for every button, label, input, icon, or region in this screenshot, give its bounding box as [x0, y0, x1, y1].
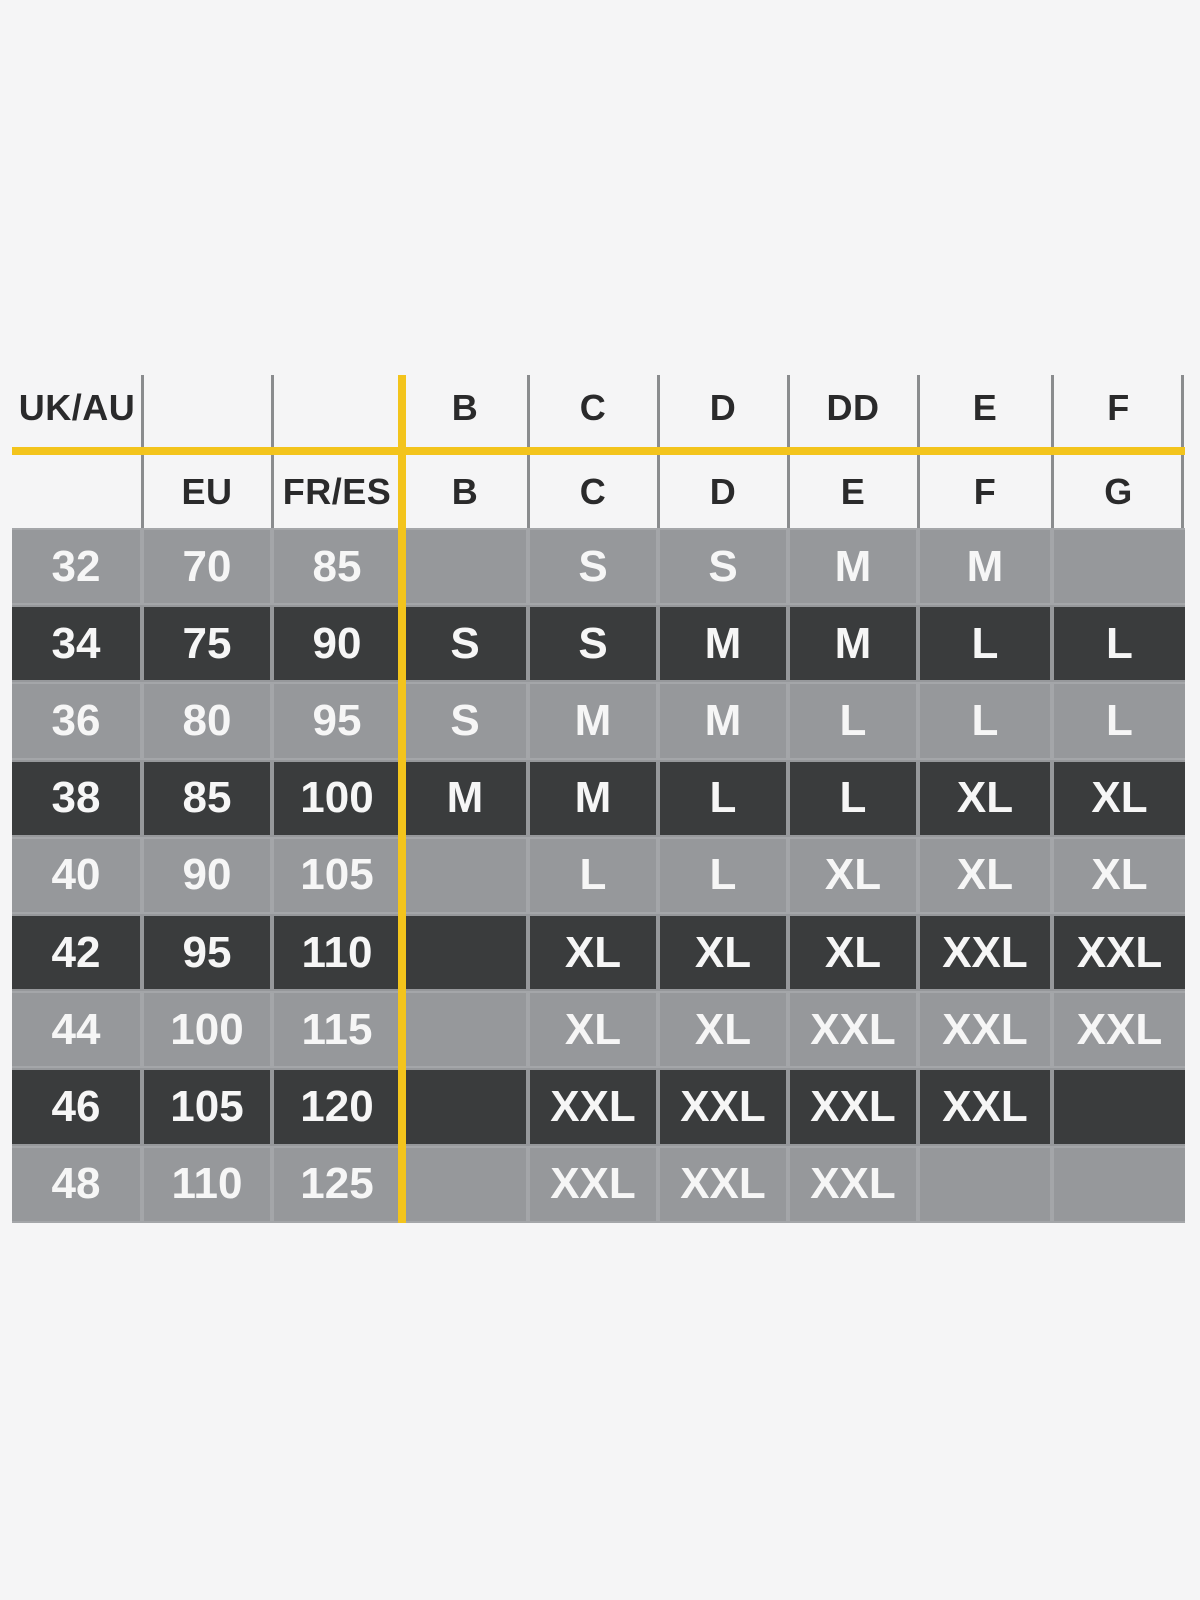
- band-size-cell: [272, 837, 402, 914]
- garment-size-cell: [918, 528, 1052, 605]
- garment-size-cell: [788, 1068, 918, 1145]
- cell-value: 110: [144, 1148, 270, 1221]
- garment-size-cell: [1052, 682, 1185, 759]
- cell-value: XL: [790, 916, 916, 989]
- band-size-cell: [12, 605, 142, 682]
- band-size-cell: [142, 914, 272, 991]
- header-cell-cup: D: [709, 386, 737, 428]
- cell-value: [404, 1148, 526, 1221]
- garment-size-cell: [788, 837, 918, 914]
- band-size-cell: [272, 528, 402, 605]
- band-size-cell: [142, 682, 272, 759]
- garment-size-cell: [658, 605, 788, 682]
- band-size-cell: [272, 760, 402, 837]
- cell-value: L: [790, 684, 916, 757]
- header-row-uk-au: [12, 368, 1185, 447]
- header-cell-cup: B: [451, 470, 479, 512]
- cell-value: L: [920, 607, 1050, 680]
- cell-value: XXL: [1054, 993, 1185, 1066]
- band-size-cell: [142, 760, 272, 837]
- cell-value: 110: [274, 916, 400, 989]
- cell-value: 44: [12, 993, 140, 1066]
- header-row-eu-fres: [12, 455, 1185, 528]
- cell-value: XL: [920, 762, 1050, 835]
- table-row-48: [12, 1146, 1185, 1223]
- cell-value: S: [404, 684, 526, 757]
- cell-value: 46: [12, 1070, 140, 1143]
- band-size-cell: [142, 991, 272, 1068]
- cell-value: L: [1054, 607, 1185, 680]
- cell-value: XXL: [920, 916, 1050, 989]
- cell-value: 48: [12, 1148, 140, 1221]
- garment-size-cell: [658, 528, 788, 605]
- header-cell-cup: E: [972, 386, 998, 428]
- cell-value: M: [660, 607, 786, 680]
- cell-value: XL: [530, 916, 656, 989]
- cell-value: XXL: [920, 1070, 1050, 1143]
- garment-size-cell: [918, 991, 1052, 1068]
- table-body: [12, 528, 1185, 1223]
- cell-value: L: [920, 684, 1050, 757]
- cell-value: 75: [144, 607, 270, 680]
- garment-size-cell: [658, 914, 788, 991]
- garment-size-cell: [1052, 605, 1185, 682]
- band-size-cell: [12, 528, 142, 605]
- cell-value: L: [530, 839, 656, 912]
- cell-value: L: [790, 762, 916, 835]
- garment-size-cell: [402, 1068, 528, 1145]
- garment-size-cell: [402, 1146, 528, 1223]
- band-size-cell: [272, 914, 402, 991]
- garment-size-cell: [918, 1146, 1052, 1223]
- cell-value: S: [530, 530, 656, 603]
- band-size-cell: [272, 682, 402, 759]
- garment-size-cell: [918, 914, 1052, 991]
- garment-size-cell: [402, 914, 528, 991]
- garment-size-cell: [528, 837, 658, 914]
- cell-value: [920, 1148, 1050, 1221]
- header-cell-fres: FR/ES: [282, 470, 392, 512]
- garment-size-cell: [402, 528, 528, 605]
- table-row-40: [12, 837, 1185, 914]
- band-size-cell: [142, 528, 272, 605]
- cell-value: 34: [12, 607, 140, 680]
- cell-value: L: [660, 762, 786, 835]
- cell-value: 32: [12, 530, 140, 603]
- garment-size-cell: [1052, 914, 1185, 991]
- band-size-cell: [12, 1068, 142, 1145]
- garment-size-cell: [1052, 837, 1185, 914]
- cell-value: 105: [144, 1070, 270, 1143]
- cell-value: 85: [274, 530, 400, 603]
- cell-value: 40: [12, 839, 140, 912]
- garment-size-cell: [402, 682, 528, 759]
- band-size-cell: [272, 1068, 402, 1145]
- band-size-cell: [12, 760, 142, 837]
- cell-value: 85: [144, 762, 270, 835]
- garment-size-cell: [1052, 991, 1185, 1068]
- band-size-cell: [142, 1068, 272, 1145]
- cell-value: XXL: [790, 1070, 916, 1143]
- garment-size-cell: [528, 528, 658, 605]
- cell-value: S: [660, 530, 786, 603]
- garment-size-cell: [528, 760, 658, 837]
- cell-value: 105: [274, 839, 400, 912]
- cell-value: XXL: [660, 1070, 786, 1143]
- cell-value: M: [660, 684, 786, 757]
- cell-value: XL: [790, 839, 916, 912]
- garment-size-cell: [528, 1146, 658, 1223]
- cell-value: XXL: [530, 1070, 656, 1143]
- cell-value: M: [920, 530, 1050, 603]
- cell-value: XXL: [920, 993, 1050, 1066]
- header-cell-cup: DD: [826, 386, 880, 428]
- cell-value: [404, 993, 526, 1066]
- header-cell-cup: D: [709, 470, 737, 512]
- garment-size-cell: [918, 760, 1052, 837]
- garment-size-cell: [1052, 760, 1185, 837]
- cell-value: [1054, 1070, 1185, 1143]
- cell-value: XXL: [790, 1148, 916, 1221]
- cell-value: 38: [12, 762, 140, 835]
- band-size-cell: [12, 914, 142, 991]
- cell-value: 120: [274, 1070, 400, 1143]
- header-cell-cup: C: [579, 470, 607, 512]
- table-header: [12, 368, 1185, 528]
- cell-value: XL: [1054, 762, 1185, 835]
- cell-value: XL: [1054, 839, 1185, 912]
- cell-value: 95: [274, 684, 400, 757]
- header-cell-cup: G: [1104, 470, 1133, 512]
- garment-size-cell: [528, 914, 658, 991]
- garment-size-cell: [788, 1146, 918, 1223]
- cell-value: M: [530, 762, 656, 835]
- header-cell-cup: C: [579, 386, 607, 428]
- cell-value: XXL: [1054, 916, 1185, 989]
- cell-value: [1054, 530, 1185, 603]
- garment-size-cell: [788, 682, 918, 759]
- garment-size-cell: [402, 605, 528, 682]
- cell-value: XL: [920, 839, 1050, 912]
- band-size-cell: [272, 1146, 402, 1223]
- garment-size-cell: [918, 605, 1052, 682]
- header-cell-cup: F: [1107, 386, 1130, 428]
- garment-size-cell: [658, 837, 788, 914]
- table-row-46: [12, 1068, 1185, 1145]
- garment-size-cell: [402, 760, 528, 837]
- cell-value: S: [404, 607, 526, 680]
- table-row-42: [12, 914, 1185, 991]
- table-row-36: [12, 682, 1185, 759]
- header-cell-ukau: UK/AU: [18, 386, 136, 428]
- table-row-44: [12, 991, 1185, 1068]
- band-size-cell: [142, 1146, 272, 1223]
- garment-size-cell: [788, 528, 918, 605]
- header-cell-cup: F: [973, 470, 997, 512]
- cell-value: XXL: [790, 993, 916, 1066]
- yellow-horizontal-divider: [12, 447, 1185, 455]
- table-row-34: [12, 605, 1185, 682]
- garment-size-cell: [528, 605, 658, 682]
- cell-value: M: [530, 684, 656, 757]
- garment-size-cell: [918, 682, 1052, 759]
- cell-value: XL: [530, 993, 656, 1066]
- cell-value: M: [790, 530, 916, 603]
- cell-value: [404, 839, 526, 912]
- garment-size-cell: [658, 682, 788, 759]
- cell-value: [404, 1070, 526, 1143]
- garment-size-cell: [402, 991, 528, 1068]
- cell-value: M: [790, 607, 916, 680]
- garment-size-cell: [658, 1068, 788, 1145]
- cell-value: 80: [144, 684, 270, 757]
- cell-value: [1054, 1148, 1185, 1221]
- header-cell-eu: EU: [181, 470, 233, 512]
- garment-size-cell: [658, 991, 788, 1068]
- garment-size-cell: [788, 605, 918, 682]
- cell-value: XXL: [530, 1148, 656, 1221]
- cell-value: 115: [274, 993, 400, 1066]
- band-size-cell: [12, 991, 142, 1068]
- garment-size-cell: [1052, 1068, 1185, 1145]
- cell-value: XL: [660, 993, 786, 1066]
- cell-value: 90: [274, 607, 400, 680]
- garment-size-cell: [528, 682, 658, 759]
- band-size-cell: [142, 605, 272, 682]
- cell-value: [404, 530, 526, 603]
- garment-size-cell: [402, 837, 528, 914]
- garment-size-cell: [788, 914, 918, 991]
- garment-size-cell: [1052, 1146, 1185, 1223]
- band-size-cell: [12, 837, 142, 914]
- header-cell-cup: E: [840, 470, 866, 512]
- garment-size-cell: [528, 1068, 658, 1145]
- cell-value: 95: [144, 916, 270, 989]
- header-cell-cup: B: [451, 386, 479, 428]
- cell-value: 36: [12, 684, 140, 757]
- table-row-32: [12, 528, 1185, 605]
- garment-size-cell: [658, 760, 788, 837]
- cell-value: M: [404, 762, 526, 835]
- cell-value: 125: [274, 1148, 400, 1221]
- band-size-cell: [272, 605, 402, 682]
- cell-value: 90: [144, 839, 270, 912]
- cell-value: XXL: [660, 1148, 786, 1221]
- band-size-cell: [12, 1146, 142, 1223]
- yellow-vertical-divider: [398, 375, 406, 1223]
- garment-size-cell: [788, 991, 918, 1068]
- cell-value: S: [530, 607, 656, 680]
- cell-value: L: [1054, 684, 1185, 757]
- cell-value: 42: [12, 916, 140, 989]
- band-size-cell: [142, 837, 272, 914]
- table-row-38: [12, 760, 1185, 837]
- garment-size-cell: [528, 991, 658, 1068]
- cell-value: 100: [274, 762, 400, 835]
- band-size-cell: [272, 991, 402, 1068]
- garment-size-cell: [788, 760, 918, 837]
- garment-size-cell: [1052, 528, 1185, 605]
- cell-value: XL: [660, 916, 786, 989]
- band-size-cell: [12, 682, 142, 759]
- cell-value: 100: [144, 993, 270, 1066]
- garment-size-cell: [658, 1146, 788, 1223]
- cell-value: L: [660, 839, 786, 912]
- cell-value: [404, 916, 526, 989]
- garment-size-cell: [918, 837, 1052, 914]
- size-chart-table: [12, 368, 1185, 1223]
- garment-size-cell: [918, 1068, 1052, 1145]
- cell-value: 70: [144, 530, 270, 603]
